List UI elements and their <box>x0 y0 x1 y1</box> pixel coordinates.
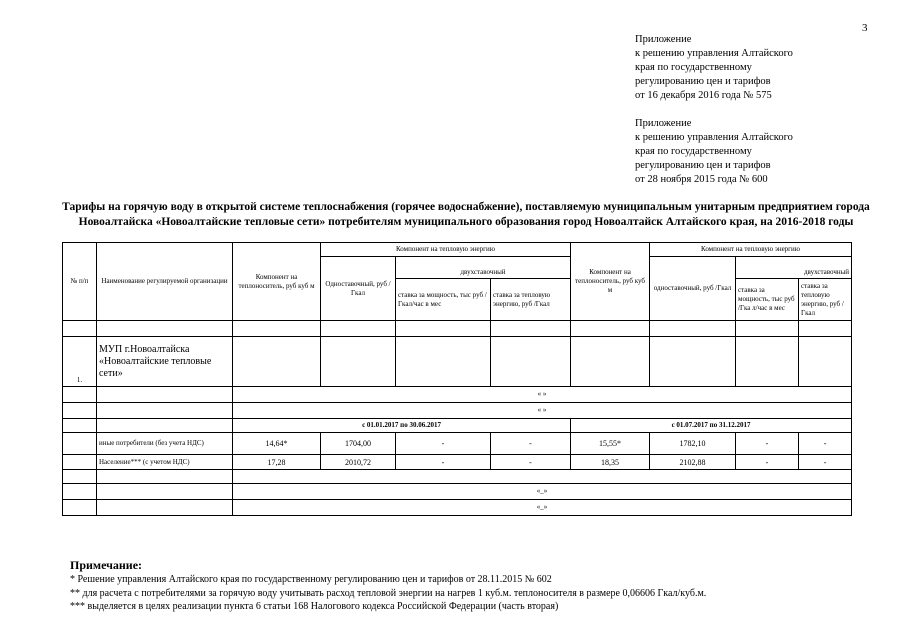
p2-carrier: 15,55* <box>571 433 650 455</box>
header-two-rate-2: двухставочный <box>736 267 852 279</box>
period-row <box>63 419 852 433</box>
appendix-line: регулированию цен и тарифов <box>635 160 771 171</box>
period-2: с 01.07.2017 по 31.12.2017 <box>571 419 852 433</box>
quote-cell: «_» <box>233 484 852 500</box>
table-row <box>63 433 852 455</box>
appendix-line: края по государственному <box>635 146 752 157</box>
table-row <box>63 455 852 470</box>
quote-row <box>63 484 852 500</box>
quote-row <box>63 500 852 516</box>
p1-energy: - <box>491 433 571 455</box>
row-label: иные потребители (без учета НДС) <box>97 433 233 455</box>
p1-carrier: 14,64* <box>233 433 321 455</box>
quote-cell: «_» <box>233 500 852 516</box>
appendix-note-2 <box>635 117 793 187</box>
p2-single: 1782,10 <box>650 433 736 455</box>
p1-power: - <box>396 455 491 470</box>
header-single-rate: Одноставочный, руб /Гкал <box>321 257 396 321</box>
note-item: * Решение управления Алтайского края по государственному регулированию цен и тарифов от 28.11.2015 № 602 <box>70 574 552 585</box>
appendix-line: от 16 декабря 2016 года № 575 <box>635 90 772 101</box>
header-org-name: Наименование регулируемой организации <box>97 243 233 321</box>
header-two-rate: двухставочный <box>396 267 571 279</box>
header-carrier-component-2: Компонент на теплоноситель, руб куб м <box>571 243 650 321</box>
document-title: Тарифы на горячую воду в открытой системе теплоснабжения (горячее водоснабжение), поставляемую муниципальным унитарным предприятием города Новоалтайска «Новоалтайские тепловые сети» потребителям муниципального образования город Новоалтайск Алтайского края, на 2016-2018 годы <box>62 201 870 228</box>
p1-single: 1704,00 <box>321 433 396 455</box>
tariff-table <box>62 242 852 516</box>
notes-title: Примечание: <box>70 558 143 572</box>
header-carrier-component: Компонент на теплоноситель, руб куб м <box>233 243 321 321</box>
p2-power: - <box>736 455 799 470</box>
appendix-line: от 28 ноября 2015 года № 600 <box>635 174 768 185</box>
p2-energy: - <box>799 433 852 455</box>
p1-single: 2010,72 <box>321 455 396 470</box>
header-power-rate-2: ставка за мощность, тыс руб /Гка л/час в мес <box>736 279 799 321</box>
p1-carrier: 17,28 <box>233 455 321 470</box>
org-row <box>63 337 852 387</box>
page-number: 3 <box>862 22 868 34</box>
header-energy-rate: ставка за тепловую энергию, руб /Гкал <box>491 279 571 321</box>
note-item: ** для расчета с потребителями за горячую воду учитывать расход тепловой энергии на нагрев 1 куб.м. теплоносителя в размере 0,06606 Гкал/куб.м. <box>70 587 707 599</box>
appendix-line: края по государственному <box>635 62 752 73</box>
note-item: *** выделяется в целях реализации пункта 6 статьи 168 Налогового кодекса Российской Федерации (часть вторая) <box>70 601 559 612</box>
appendix-line: Приложение <box>635 118 692 129</box>
notes-section <box>70 558 706 614</box>
header-power-rate: ставка за мощность, тыс руб /Гкал/час в мес <box>396 279 491 321</box>
appendix-line: к решению управления Алтайского <box>635 132 793 143</box>
header-row <box>63 243 852 257</box>
p2-power: - <box>736 433 799 455</box>
quote-row <box>63 387 852 403</box>
org-name: МУП г.Новоалтайска «Новоалтайские тепловые сети» <box>97 337 233 387</box>
appendix-line: Приложение <box>635 34 692 45</box>
org-num: 1. <box>63 337 97 387</box>
empty-row <box>63 321 852 337</box>
p2-single: 2102,88 <box>650 455 736 470</box>
row-label: Население*** (с учетом НДС) <box>97 455 233 470</box>
header-single-rate-2: одноставочный, руб /Гкал <box>650 257 736 321</box>
header-energy-component-2: Компонент на тепловую энергию <box>650 243 852 257</box>
header-energy-rate-2: ставка за тепловую энергию, руб /Гкал <box>799 279 852 321</box>
period-1: с 01.01.2017 по 30.06.2017 <box>233 419 571 433</box>
quote-row <box>63 403 852 419</box>
appendix-line: регулированию цен и тарифов <box>635 76 771 87</box>
quote-cell: « » <box>233 403 852 419</box>
p2-energy: - <box>799 455 852 470</box>
p1-energy: - <box>491 455 571 470</box>
p1-power: - <box>396 433 491 455</box>
quote-cell: « » <box>233 387 852 403</box>
p2-carrier: 18,35 <box>571 455 650 470</box>
header-energy-component: Компонент на тепловую энергию <box>321 243 571 257</box>
empty-row <box>63 470 852 484</box>
header-num: № п/п <box>63 243 97 321</box>
appendix-note-1 <box>635 33 793 103</box>
appendix-line: к решению управления Алтайского <box>635 48 793 59</box>
